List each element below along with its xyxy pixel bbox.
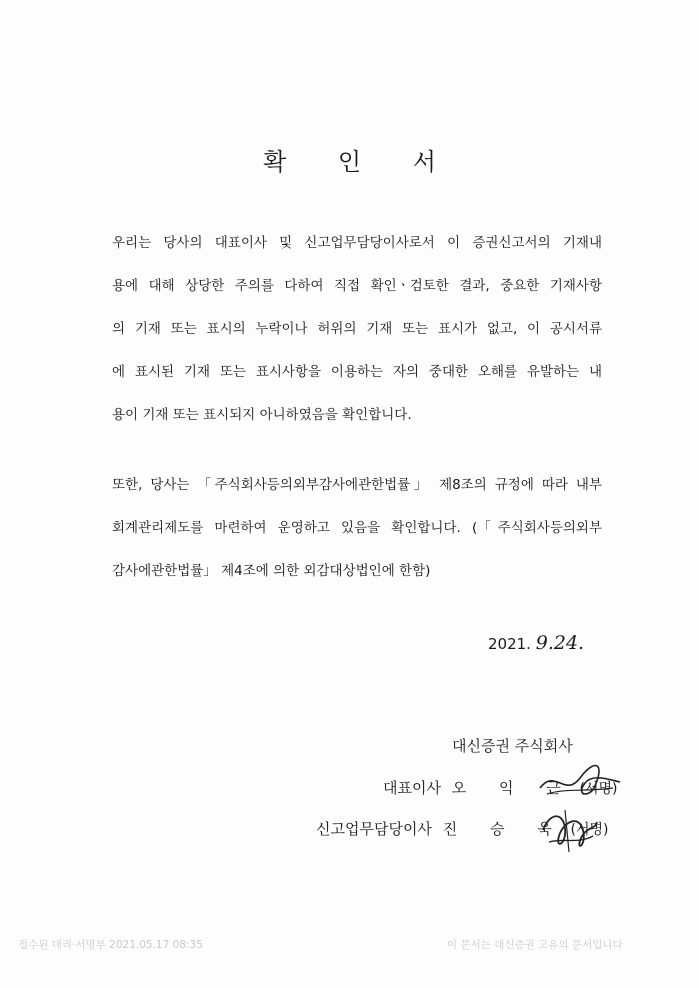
signer-name: 진 승 욱 xyxy=(442,820,566,838)
paragraph-line: 용에 대해 상당한 주의를 다하여 직접 확인ㆍ검토한 결과, 중요한 기재사항 xyxy=(112,278,602,294)
footer-notice: 이 문서는 대신증권 고유의 문서입니다 xyxy=(447,939,623,951)
company-name: 대신증권 주식회사 xyxy=(452,737,573,755)
document-date xyxy=(488,632,584,654)
signer-seal: (서명) xyxy=(570,822,609,838)
footer-receipt-stamp: 접수된 대리·서명부 2021.05.17 08:35 xyxy=(18,939,203,951)
date-year: 2021. xyxy=(488,635,531,653)
document-title: 확 인 서 xyxy=(263,148,458,176)
date-handwritten: 9.24. xyxy=(535,632,585,654)
paragraph-line: 우리는 당사의 대표이사 및 신고업무담당이사로서 이 증권신고서의 기재내 xyxy=(112,235,602,251)
paragraph-line: 감사에관한법률」 제4조에 의한 외감대상법인에 한함) xyxy=(112,563,431,579)
paragraph-line: 회계관리제도를 마련하여 운영하고 있음을 확인합니다. (「주식회사등의외부 xyxy=(112,520,602,536)
paragraph-line: 용이 기재 또는 표시되지 아니하였음을 확인합니다. xyxy=(112,407,412,423)
paragraph-line: 에 표시된 기재 또는 표시사항을 이용하는 자의 중대한 오해를 유발하는 내 xyxy=(112,364,602,380)
signer-seal: (서명) xyxy=(579,781,618,797)
signer-name: 오 익 근 xyxy=(451,779,575,797)
paragraph-line: 또한, 당사는 「주식회사등의외부감사에관한법률」 제8조의 규정에 따라 내부 xyxy=(112,477,602,493)
signer-role: 대표이사 xyxy=(383,779,441,797)
signer-role: 신고업무담당이사 xyxy=(316,820,432,838)
director-signature-scribble xyxy=(535,800,605,860)
paragraph-line: 의 기재 또는 표시의 누락이나 허위의 기재 또는 표시가 없고, 이 공시서류 xyxy=(112,321,602,337)
